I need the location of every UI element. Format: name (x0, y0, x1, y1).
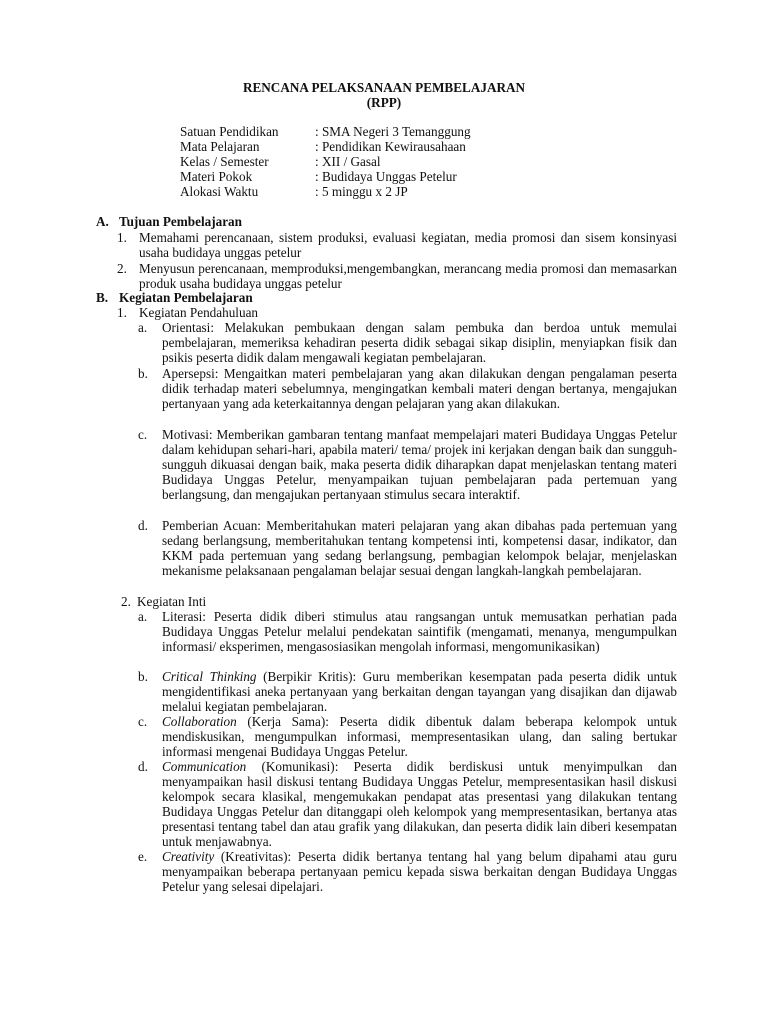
list-item (162, 714, 677, 759)
meta-value: : XII / Gasal (315, 154, 381, 169)
meta-label: Alokasi Waktu (180, 184, 259, 199)
meta-label: Materi Pokok (180, 169, 253, 184)
meta-row (180, 184, 471, 199)
meta-label: Mata Pelajaran (180, 139, 260, 154)
list-number: 1. (117, 230, 127, 245)
list-number: 2. (121, 594, 131, 609)
list-number: 1. (117, 305, 127, 320)
section-b-letter: B. (96, 290, 109, 305)
list-letter: b. (138, 366, 148, 381)
list-item (162, 849, 677, 894)
list-letter: c. (138, 427, 148, 442)
list-item: Motivasi: Memberikan gambaran tentang manfaat mempelajari materi Budidaya Unggas Petelur dalam kehidupan sehari-hari, apabila materi/ tema/ projek ini kerjakan dengan baik dan sungguh-sungguh dikuasai dengan baik, maka peserta didik diharapkan dapat menjelaskan tentang materi Budidaya Unggas Petelur, menyampaikan tujuan pembelajaran pada pertemuan yang berlangsung, dan mengajukan pertanyaan stimulus secara interaktif. (162, 427, 677, 502)
meta-row (180, 154, 471, 169)
item-term: Critical Thinking (162, 669, 257, 684)
list-item (162, 669, 677, 714)
identity-table (180, 124, 471, 199)
document-title: RENCANA PELAKSANAAN PEMBELAJARAN (242, 80, 526, 95)
list-item (162, 609, 677, 654)
list-item: Apersepsi: Mengaitkan materi pembelajaran yang akan dilakukan dengan pengalaman peserta didik terhadap materi sebelumnya, mengingatkan kembali materi dengan bertanya, mengajukan pertanyaan yang ada keterkaitannya dengan pelajaran yang akan dilakukan. (162, 366, 677, 411)
item-text: (Kreativitas): Peserta didik bertanya tentang hal yang belum dipahami atau guru menyampaikan beberapa pertanyaan pemicu kepada siswa berkaitan dengan Budidaya Unggas Petelur yang selesai dipelajari. (162, 849, 677, 894)
list-item: Pemberian Acuan: Memberitahukan materi pelajaran yang akan dibahas pada pertemuan yang sedang berlangsung, memberitahukan tentang kompetensi inti, kompetensi dasar, indikator, dan KKM pada pertemuan yang sedang berlangsung, pembagian kelompok belajar, menjelaskan mekanisme pelaksanaan pengalaman belajar sesuai dengan langkah-langkah pembelajaran. (162, 518, 677, 578)
section-b-heading (96, 290, 253, 305)
list-letter: d. (138, 759, 148, 774)
list-letter: e. (138, 849, 148, 864)
list-letter: a. (138, 609, 148, 624)
document-subtitle: (RPP) (366, 95, 402, 110)
meta-label: Satuan Pendidikan (180, 124, 279, 139)
meta-value: : Pendidikan Kewirausahaan (315, 139, 466, 154)
meta-label: Kelas / Semester (180, 154, 269, 169)
subsection-title: Kegiatan Pendahuluan (139, 305, 259, 320)
meta-row (180, 169, 471, 184)
list-letter: d. (138, 518, 148, 533)
section-b-title: Kegiatan Pembelajaran (119, 290, 253, 305)
item-text: (Komunikasi): Peserta didik berdiskusi untuk menyimpulkan dan menyampaikan hasil diskusi tentang Budidaya Unggas Petelur, mempresentasikan hasil diskusi kelompok secara klasikal, mengemukakan pendapat atas presentasi yang dilakukan tentang Budidaya Unggas Petelur dan ditanggapi oleh kelompok yang mempresentasikan, bertanya atas presentasi tentang tabel dan atau grafik yang dilakukan, dan peserta didik lain diberi kesempatan untuk menjawabnya. (162, 759, 677, 849)
meta-row (180, 124, 471, 139)
subsection-title: Kegiatan Inti (137, 594, 207, 609)
list-letter: a. (138, 320, 148, 335)
item-text: Literasi: Peserta didik diberi stimulus atau rangsangan untuk memusatkan perhatian pada Budidaya Unggas Petelur melalui pendekatan saintifik (mengamati, menanya, mengumpulkan informasi/ eksperimen, mengasosiasikan mengolah informasi, mengomunikasikan) (162, 609, 677, 654)
item-text: (Kerja Sama): Peserta didik dibentuk dalam beberapa kelompok untuk mendiskusikan, mengumpulkan informasi, mempresentasikan ulang, dan saling bertukar informasi mengenai Budidaya Unggas Petelur. (162, 714, 677, 759)
section-a-title: Tujuan Pembelajaran (119, 214, 242, 229)
list-number: 2. (117, 261, 127, 276)
list-item (162, 759, 677, 849)
list-letter: b. (138, 669, 148, 684)
meta-value: : 5 minggu x 2 JP (315, 184, 408, 199)
meta-value: : Budidaya Unggas Petelur (315, 169, 457, 184)
item-term: Communication (162, 759, 247, 774)
list-item: Menyusun perencanaan, memproduksi,mengembangkan, merancang media promosi dan memasarkan produk usaha budidaya unggas petelur (139, 261, 677, 291)
section-a-letter: A. (96, 214, 109, 229)
meta-row (180, 139, 471, 154)
item-text: (Berpikir Kritis): Guru memberikan kesempatan pada peserta didik untuk mengidentifikasi aneka pertanyaan yang berkaitan dengan tayangan yang disajikan dan dijawab melalui kegiatan pembelajaran. (162, 669, 677, 714)
section-a-heading (96, 214, 242, 229)
list-letter: c. (138, 714, 148, 729)
list-item: Orientasi: Melakukan pembukaan dengan salam pembuka dan berdoa untuk memulai pembelajaran, memeriksa kehadiran peserta didik sebagai sikap disiplin, menyiapkan fisik dan psikis peserta didik dalam mengawali kegiatan pembelajaran. (162, 320, 677, 365)
item-term: Creativity (162, 849, 215, 864)
item-term: Collaboration (162, 714, 237, 729)
meta-value: : SMA Negeri 3 Temanggung (315, 124, 471, 139)
list-item: Memahami perencanaan, sistem produksi, evaluasi kegiatan, media promosi dan sisem konsinyasi usaha budidaya unggas petelur (139, 230, 677, 260)
